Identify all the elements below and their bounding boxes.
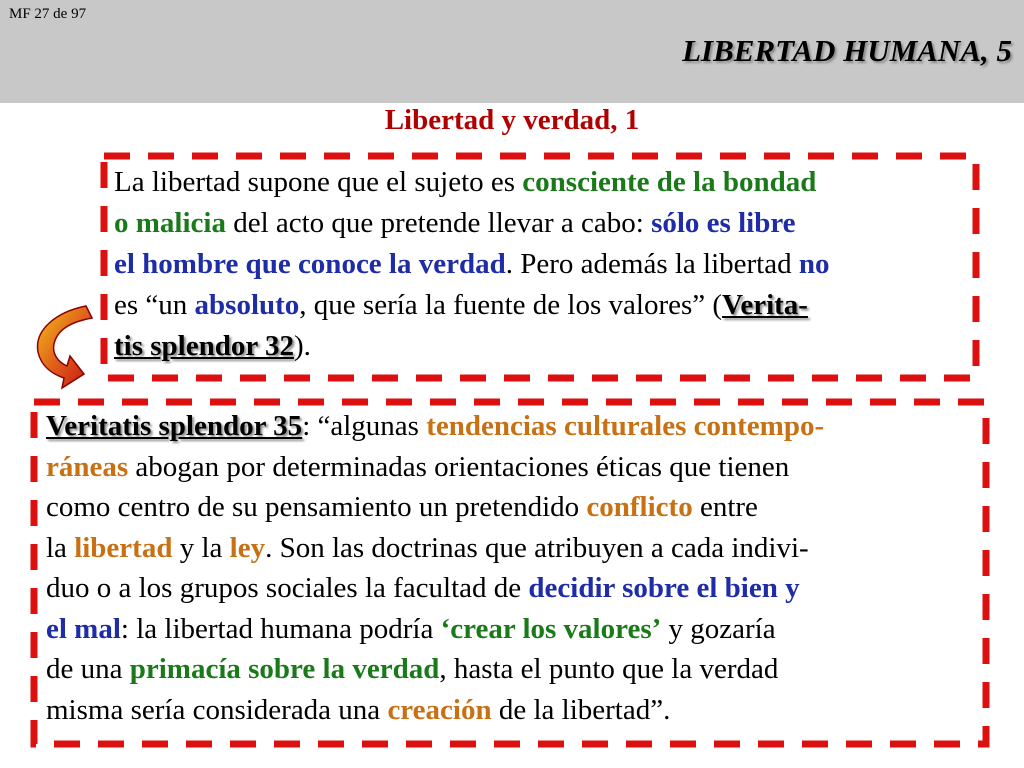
box2-line-1 <box>46 406 976 447</box>
box2-line-5 <box>46 568 976 609</box>
text-run: de la libertad”. <box>491 693 671 726</box>
box1-line-4 <box>114 285 974 326</box>
text-run: misma sería considerada una <box>46 693 388 726</box>
text-run: : “algunas <box>302 410 427 442</box>
highlight-orange: tendencias culturales contempo- <box>426 410 825 442</box>
text-run: y gozaría <box>661 612 776 645</box>
highlight-green: ‘crear los valores’ <box>440 612 662 645</box>
text-run: la <box>46 531 75 564</box>
highlight-blue: no <box>798 248 830 280</box>
highlight-green: consciente de la bondad <box>522 166 817 198</box>
reference-link: Verita- <box>722 289 808 321</box>
highlight-blue: sólo es libre <box>651 207 796 239</box>
box1-line-5 <box>114 326 974 367</box>
text-run: del acto que pretende llevar a cabo: <box>225 207 652 239</box>
box2-line-3 <box>46 487 976 528</box>
slide-header-title: LIBERTAD HUMANA, 5 <box>682 33 1012 68</box>
text-run: de una <box>46 653 130 685</box>
quote-box-1 <box>114 162 974 367</box>
curved-arrow-icon <box>38 306 92 388</box>
highlight-orange: ley <box>229 531 266 564</box>
text-run: : la libertad humana podría <box>120 612 441 645</box>
text-run: . Pero además la libertad <box>505 248 799 280</box>
box2-line-8 <box>46 690 976 731</box>
reference-link: tis splendor 32 <box>114 330 294 362</box>
box1-line-1 <box>114 162 974 203</box>
text-run: , que sería la fuente de los valores” ( <box>299 289 723 321</box>
highlight-blue: el mal <box>46 612 121 645</box>
text-run: entre <box>692 491 758 523</box>
slide-subtitle: Libertad y verdad, 1 <box>384 104 640 136</box>
text-run: y la <box>172 531 230 564</box>
highlight-orange: conflicto <box>586 491 693 523</box>
box2-line-7 <box>46 649 976 690</box>
highlight-orange: ráneas <box>46 450 129 483</box>
text-run: ). <box>293 330 311 362</box>
text-run: . Son las doctrinas que atribuyen a cada indivi- <box>265 531 809 564</box>
highlight-green: o malicia <box>114 207 226 239</box>
text-run: , hasta el punto que la verdad <box>439 653 779 685</box>
highlight-green: primacía sobre la verdad <box>129 653 440 685</box>
text-run: abogan por determinadas orientaciones éticas que tienen <box>128 450 790 483</box>
text-run: como centro de su pensamiento un pretendido <box>46 491 587 523</box>
text-run: La libertad supone que el sujeto es <box>114 166 523 198</box>
box2-line-4 <box>46 528 976 569</box>
highlight-orange: libertad <box>74 531 173 564</box>
box2-line-2 <box>46 447 976 488</box>
box2-line-6 <box>46 609 976 650</box>
slide-counter: MF 27 de 97 <box>9 6 87 22</box>
text-run: es “un <box>114 289 195 321</box>
highlight-blue: decidir sobre el bien y <box>528 572 800 604</box>
text-run: duo o a los grupos sociales la facultad de <box>46 572 529 604</box>
box1-line-3 <box>114 244 974 285</box>
highlight-blue: el hombre que conoce la verdad <box>114 248 506 280</box>
reference-link: Veritatis splendor 35 <box>46 410 303 442</box>
box1-line-2 <box>114 203 974 244</box>
highlight-orange: creación <box>387 693 492 726</box>
quote-box-2 <box>46 406 976 730</box>
highlight-blue: absoluto <box>194 289 300 321</box>
